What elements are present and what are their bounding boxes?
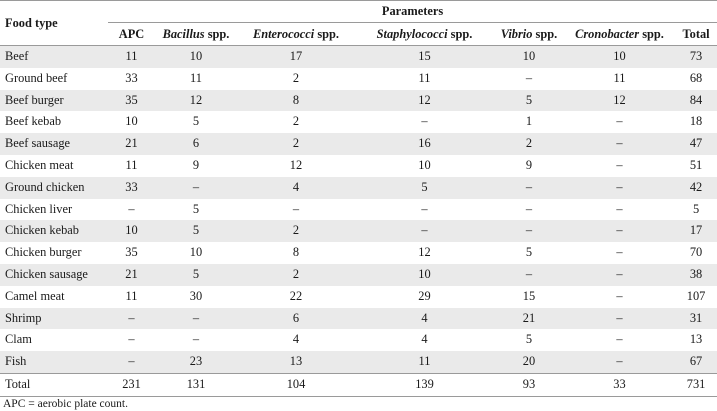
table-cell: 10 [125,223,138,238]
table-cell: 33 [613,376,626,391]
table-cell: 21 [125,136,138,151]
table-cell: 2 [292,136,300,151]
table-cell: 47 [689,136,703,151]
table-row [0,133,717,155]
table-cell: 131 [186,376,206,391]
table-cell: 11 [125,49,138,63]
table-row [0,46,717,68]
table-cell: 4 [421,332,428,347]
table-cell: 5 [192,266,200,281]
table-cell: 2 [292,266,300,281]
table-cell: 5 [692,201,700,216]
column-header [108,23,155,46]
food-type-header: Food type [0,1,108,46]
table-cell: – [421,223,428,238]
table-cell: – [128,332,135,347]
table-cell: 10 [418,157,431,172]
table-cell: 5 [525,332,533,347]
table-header [0,1,717,46]
table-cell: – [525,266,533,281]
row-label: Camel meat [5,288,65,303]
table-cell: 73 [689,49,703,63]
row-label: Chicken burger [5,245,82,260]
table-cell: 21 [125,266,138,281]
table-cell: 8 [292,245,300,260]
table-cell: – [525,179,533,194]
table-cell: – [616,310,623,325]
table-cell: – [525,201,533,216]
column-header-pre: Total [682,27,710,41]
table-body [0,46,717,397]
column-header-post: spp. [639,27,664,41]
row-label: Beef burger [5,92,64,107]
table-cell: – [525,223,533,238]
table-cell: 10 [418,266,431,281]
table-row [0,286,717,308]
table-cell: 18 [689,114,703,129]
table-cell: 731 [686,376,706,391]
table-cell: – [192,179,200,194]
row-label: Fish [5,354,27,369]
column-header [237,23,355,46]
table-cell: 31 [689,310,703,325]
table-cell: – [616,179,623,194]
table-cell: – [292,201,300,216]
table-cell: 2 [292,114,300,129]
column-header [564,23,675,46]
table-cell: – [421,201,428,216]
table-cell: 35 [125,92,138,107]
row-label: Clam [5,332,32,347]
table-cell: 104 [286,376,306,391]
table-cell: – [616,266,623,281]
table-cell: 2 [525,136,533,151]
table-cell: – [616,223,623,238]
row-label: Ground beef [5,70,68,85]
row-label: Shrimp [5,310,42,325]
table-cell: – [616,201,623,216]
row-label: Chicken sausage [5,266,88,281]
table-cell: – [128,310,135,325]
table-cell: 67 [689,354,703,369]
column-header-italic: Enterococci [252,27,315,41]
table-row [0,111,717,133]
table-cell: 10 [189,245,203,260]
column-header-post: spp. [532,27,558,41]
row-label: Chicken meat [5,157,74,172]
table-cell: 35 [125,245,138,260]
table-cell: 10 [189,49,203,63]
row-label: Beef sausage [5,136,71,151]
table-cell: 21 [522,310,536,325]
table-row [0,90,717,112]
table-cell: 12 [418,245,431,260]
table-row [0,308,717,330]
table-cell: 5 [421,179,428,194]
table-cell: – [128,354,135,369]
table-cell: 23 [189,354,203,369]
row-label: Ground chicken [5,179,85,194]
table-cell: 22 [289,288,303,303]
table-cell: 11 [125,288,138,303]
table-cell: – [616,136,623,151]
table-cell: 13 [689,332,703,347]
row-label: Total [5,376,31,391]
table-cell: – [421,114,428,129]
table-cell: – [616,354,623,369]
table-cell: 16 [418,136,431,151]
table-cell: 11 [125,157,138,172]
table-cell: – [192,332,200,347]
table-cell: 6 [292,310,300,325]
table-cell: 33 [125,179,138,194]
table-cell: 1 [525,114,533,129]
column-header-pre: APC [118,27,145,41]
table-cell: 2 [292,223,300,238]
table-cell: 107 [686,288,706,303]
table-cell: 20 [522,354,536,369]
row-label: Chicken kebab [5,223,79,238]
column-header [494,23,564,46]
table-cell: 10 [125,114,138,129]
table-cell: – [525,70,533,85]
table-cell: 93 [522,376,536,391]
table-cell: 30 [189,288,203,303]
column-header-italic: Cronobacter [575,27,640,41]
table-cell: – [616,114,623,129]
table-cell: 38 [689,266,703,281]
column-header-italic: Vibrio [500,27,533,41]
table-row [0,199,717,221]
table-cell: 11 [418,354,431,369]
table-cell: 4 [292,179,300,194]
table-cell: 15 [522,288,536,303]
row-label: Chicken liver [5,201,73,216]
table-cell: 84 [689,92,703,107]
table-row [0,351,717,373]
table-cell: 9 [525,157,533,172]
table-cell: – [616,332,623,347]
table-cell: 68 [689,70,703,85]
column-header [355,23,494,46]
table-cell: 70 [689,245,703,260]
table-cell: 33 [125,70,138,85]
table-row [0,68,717,90]
row-label: Beef [5,49,29,63]
table-cell: 4 [292,332,300,347]
table-cell: 10 [613,49,626,63]
table-cell: 5 [192,223,200,238]
table-cell: 11 [418,70,431,85]
total-row [0,373,717,396]
table-row [0,264,717,286]
table-cell: – [192,310,200,325]
table-cell: 10 [522,49,536,63]
column-header-row [0,23,717,46]
table-cell: 8 [292,92,300,107]
table-cell: 17 [689,223,703,238]
table-cell: – [616,157,623,172]
table-cell: 12 [289,157,303,172]
header-row-top [0,1,717,23]
table-cell: 5 [192,201,200,216]
table-cell: 12 [418,92,431,107]
table-cell: 139 [415,376,434,391]
table-cell: 6 [192,136,200,151]
table-row [0,220,717,242]
table-cell: 12 [189,92,203,107]
table-cell: 51 [689,157,703,172]
table-cell: 5 [525,92,533,107]
column-header-post: spp. [447,27,473,41]
table-cell: 17 [289,49,303,63]
column-header-italic: Staphylococci [376,27,448,41]
table-cell: 2 [292,70,300,85]
table-cell: 13 [289,354,303,369]
column-header [675,23,717,46]
row-label: Beef kebab [5,114,62,129]
table-row [0,242,717,264]
table-cell: 29 [418,288,431,303]
table-cell: – [616,245,623,260]
table-row [0,329,717,351]
table-cell: 9 [192,157,200,172]
table-cell: 4 [421,310,428,325]
column-header-post: spp. [204,27,230,41]
table-cell: – [616,288,623,303]
column-header [155,23,237,46]
table-cell: 231 [122,376,141,391]
table-footnote: APC = aerobic plate count. [3,398,128,410]
table-cell: – [128,201,135,216]
table-cell: 11 [613,70,626,85]
table-cell: 15 [418,49,431,63]
table-cell: 11 [190,70,202,85]
column-header-italic: Bacillus [162,27,205,41]
table-cell: 12 [613,92,626,107]
table-row [0,155,717,177]
table-cell: 5 [192,114,200,129]
parameters-header: Parameters [108,1,717,23]
table-row [0,177,717,199]
column-header-post: spp. [314,27,340,41]
table-cell: 42 [689,179,703,194]
table-cell: 5 [525,245,533,260]
